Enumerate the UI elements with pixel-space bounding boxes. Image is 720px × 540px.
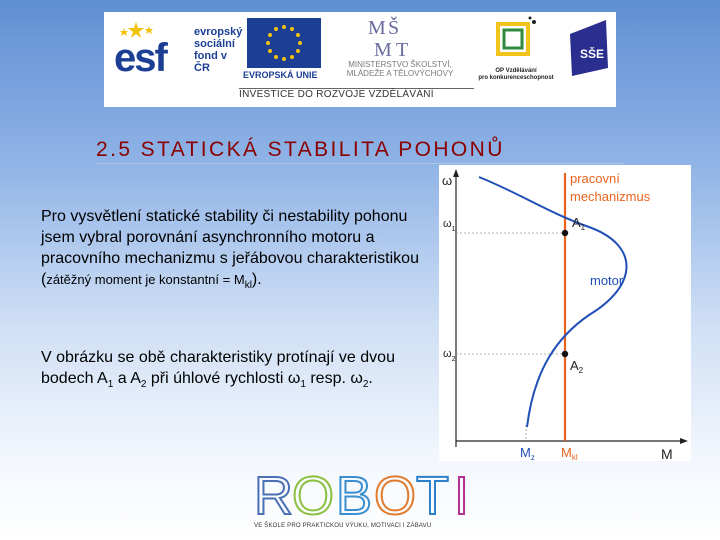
p2-part5: . [368, 370, 373, 387]
op-text [466, 68, 566, 82]
tick-mkl: $M_{kl}$ [561, 445, 578, 461]
chart-svg [439, 165, 691, 461]
characteristics-chart [439, 165, 691, 461]
roboti-letter-b: B [336, 466, 373, 522]
x-axis-arrow-icon [680, 438, 688, 444]
msmt-mark-icon [366, 14, 426, 58]
roboti-letter-t: T [416, 466, 449, 522]
motor-curve [479, 177, 627, 427]
paragraph-1-note-close: ). [251, 271, 262, 288]
esf-line3: fond v ČR [194, 50, 227, 74]
p2-part4: resp. ω [305, 370, 363, 387]
paragraph-1-text: Pro vysvětlení statické stability či nestability pohonu jsem vybral porovnání asynchronního motoru a pracovního mechanizmu s jeřábovou charakteristikou [41, 208, 419, 267]
p2-sub2: 2 [140, 379, 147, 391]
sse-logo-icon [566, 14, 612, 80]
paragraph-1 [41, 206, 441, 296]
label-a1: $A_1$ [572, 215, 586, 232]
p2-part3: při úhlové rychlosti ω [146, 370, 301, 387]
paragraph-1-note-open: ( [41, 271, 47, 288]
p2-sub4: 2 [362, 379, 369, 391]
eu-label: EVROPSKÁ UNIE [243, 70, 318, 80]
msmt-line1: MINISTERSTVO ŠKOLSTVÍ, [348, 60, 452, 69]
op-logo-icon [484, 16, 544, 66]
roboti-caption: VE ŠKOLE PRO PRAKTICKOU VÝUKU, MOTIVACI I ZÁBAVU [254, 523, 432, 529]
logo-banner [104, 12, 616, 107]
op-line2: pro konkurenceschopnost [478, 75, 554, 81]
y-axis-arrow-icon [453, 169, 459, 177]
page-title: 2.5 STATICKÁ STABILITA POHONŮ [96, 138, 505, 161]
x-axis-label: M [661, 446, 673, 461]
esf-text [194, 26, 242, 74]
point-a1 [562, 230, 568, 236]
svg-text:M: M [368, 17, 386, 39]
roboti-letter-o2: O [374, 466, 417, 522]
msmt-logo [330, 14, 470, 84]
point-a2 [562, 351, 568, 357]
p2-sub3: 1 [300, 379, 306, 391]
tick-omega1: $\omega_1$ [443, 218, 456, 233]
p2-part1: V obrázku se obě charakteristiky protínají ve dvou bodech A [41, 349, 395, 387]
svg-text:M: M [374, 39, 392, 58]
roboti-logo [250, 462, 470, 522]
esf-line2: sociální [194, 38, 235, 50]
eu-flag-icon [247, 18, 321, 68]
y-axis-label: ω [442, 173, 453, 188]
svg-text:Š: Š [388, 17, 400, 39]
banner-tagline: INVESTICE DO ROZVOJE VZDĚLÁVÁNÍ [239, 89, 434, 100]
roboti-letter-i: I [454, 466, 470, 522]
esf-letters: esf [114, 36, 166, 80]
msmt-text [330, 60, 470, 78]
legend-mechanism-line1: pracovní [570, 171, 620, 186]
esf-line1: evropský [194, 26, 243, 38]
paragraph-1-note: zátěžný moment je konstantní = M [46, 272, 245, 287]
legend-mechanism-line2: mechanizmus [570, 189, 651, 204]
sse-label: SŠE [580, 47, 605, 61]
esf-logo [114, 18, 243, 84]
tick-omega2: $\omega_2$ [443, 348, 456, 363]
p2-sub1: 1 [107, 379, 114, 391]
legend-motor: motor [590, 273, 624, 288]
label-a2: $A_2$ [570, 358, 584, 375]
roboti-letter-o1: O [292, 466, 335, 522]
paragraph-1-note-sub: kl [244, 280, 252, 292]
msmt-line2: MLÁDEŽE A TĚLOVÝCHOVY [346, 69, 454, 78]
paragraph-2 [41, 347, 441, 395]
title-underline [96, 163, 624, 164]
tick-mz: $M_z$ [520, 445, 535, 461]
svg-text:T: T [396, 39, 409, 58]
op-line1: OP Vzdělávání [495, 68, 537, 74]
roboti-letter-r: R [254, 466, 293, 522]
p2-part2: a A [113, 370, 141, 387]
